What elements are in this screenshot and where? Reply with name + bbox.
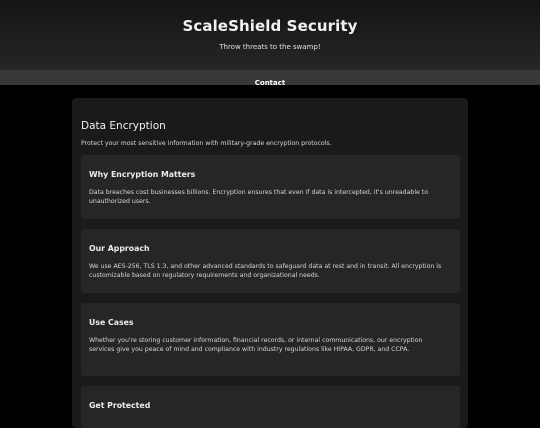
card-title: Why Encryption Matters <box>89 170 196 179</box>
card-title: Our Approach <box>89 244 150 253</box>
card-title: Use Cases <box>89 318 134 327</box>
card-title: Get Protected <box>89 401 151 410</box>
nav-link-contact[interactable]: Contact <box>254 79 286 87</box>
nav-bar <box>0 70 540 85</box>
card-get-protected <box>81 386 460 428</box>
card-body: We use AES-256, TLS 1.3, and other advanced standards to safeguard data at rest and in transit. All encryption is customizable based on regulatory requirements and organizational needs. <box>89 263 442 279</box>
card-body: Data breaches cost businesses billions. Encryption ensures that even if data is intercepted, it's unreadable to unauthorized users. <box>89 189 429 205</box>
card-use-cases <box>81 303 460 376</box>
card-body: Whether you're storing customer information, financial records, or internal communications, our encryption services give you peace of mind and compliance with industry regulations like HIPAA, GDPR, and CCPA. <box>89 337 423 353</box>
site-title: ScaleShield Security <box>182 17 358 35</box>
card-why-encryption <box>81 155 460 219</box>
section-title: Data Encryption <box>81 120 166 132</box>
section-intro: Protect your most sensitive information with military-grade encryption protocols. <box>81 140 332 147</box>
site-header <box>0 0 540 70</box>
site-tagline: Throw threats to the swamp! <box>219 43 321 51</box>
card-our-approach <box>81 229 460 293</box>
main-panel <box>72 98 468 428</box>
